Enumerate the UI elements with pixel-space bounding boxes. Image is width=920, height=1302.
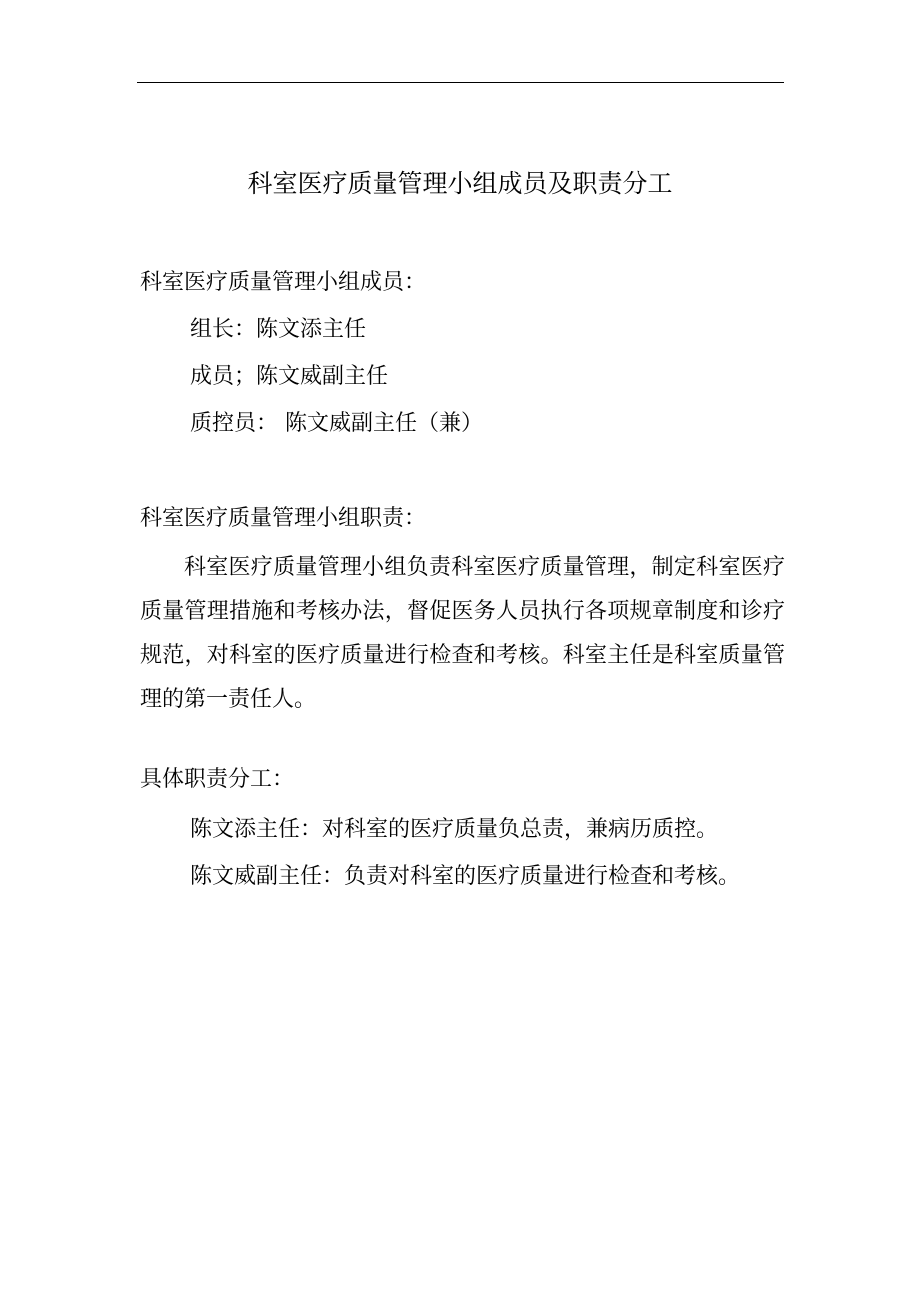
member-leader: 组长：陈文添主任 bbox=[190, 317, 367, 342]
duties-paragraph: 科室医疗质量管理小组负责科室医疗质量管理，制定科室医疗质量管理措施和考核办法，督促医务人员执行各项规章制度和诊疗规范，对科室的医疗质量进行检查和考核。科室主任是科室质量管理的第一责任人。 bbox=[140, 555, 785, 712]
document-title: 科室医疗质量管理小组成员及职责分工 bbox=[247, 169, 673, 198]
assignment-deputy-director: 陈文威副主任：负责对科室的医疗质量进行检查和考核。 bbox=[190, 864, 741, 889]
member-member: 成员；陈文威副主任 bbox=[190, 364, 389, 389]
members-heading: 科室医疗质量管理小组成员： bbox=[140, 270, 427, 295]
member-quality-controller: 质控员： 陈文威副主任（兼） bbox=[190, 411, 483, 436]
assignment-director: 陈文添主任：对科室的医疗质量负总责，兼病历质控。 bbox=[190, 817, 719, 842]
duties-heading: 科室医疗质量管理小组职责： bbox=[140, 506, 427, 531]
header-rule bbox=[137, 82, 784, 83]
assignment-heading: 具体职责分工： bbox=[140, 767, 295, 792]
